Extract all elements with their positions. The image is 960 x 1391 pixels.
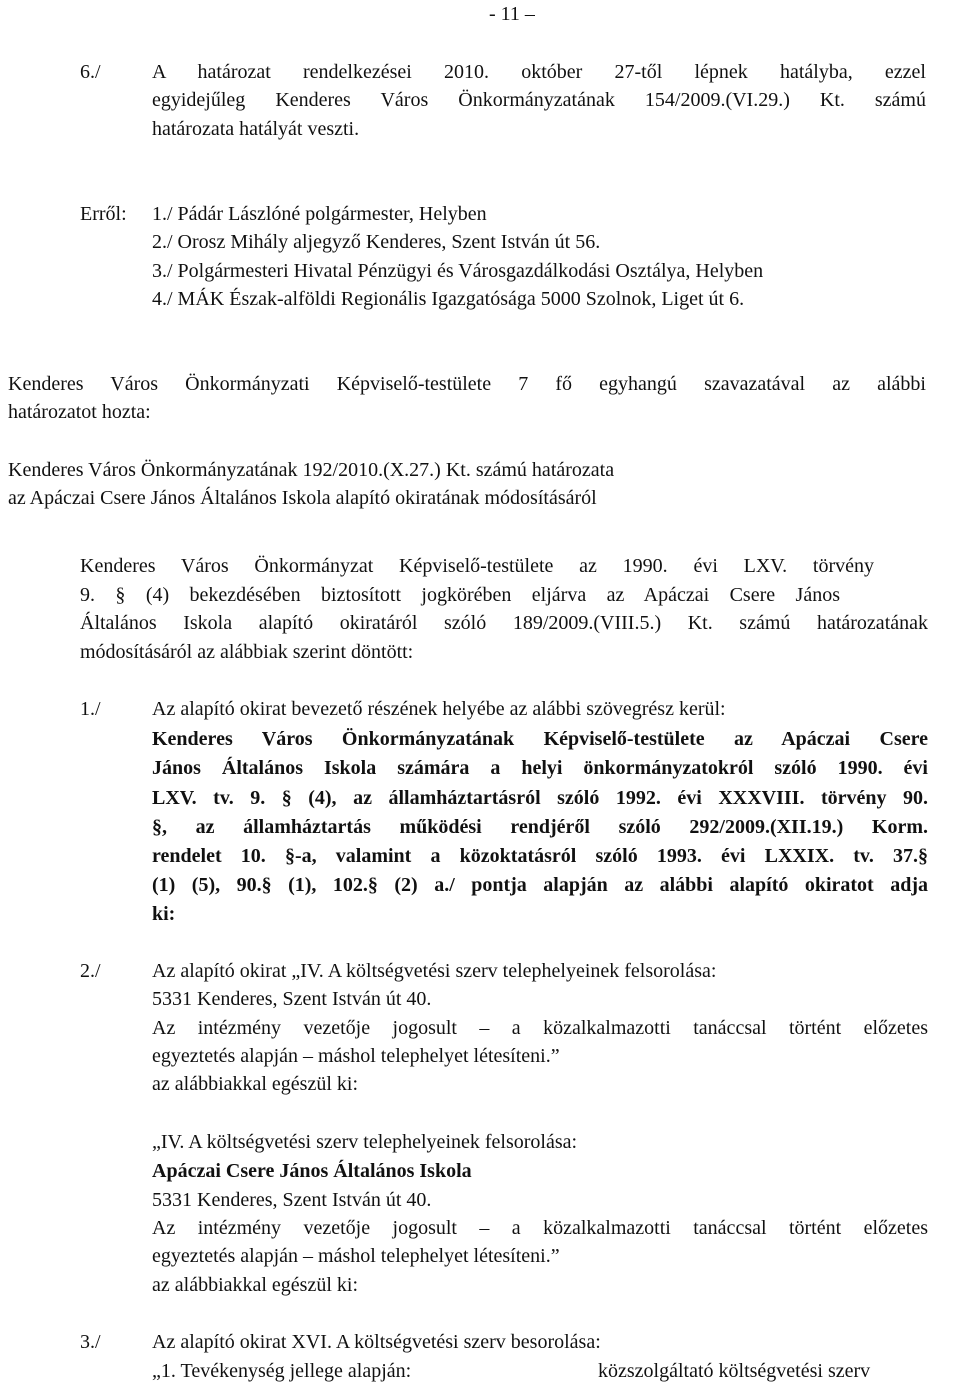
item-1-bold-line: §, az államháztartás működési rendjéről szóló 292/2009.(XII.19.) Korm.: [152, 816, 928, 838]
section-6-line-1: A határozat rendelkezései 2010. október 27-től lépnek hatályba, ezzel: [152, 61, 926, 83]
item-1-intro: Az alapító okirat bevezető részének helyébe az alábbi szövegrész kerül:: [152, 698, 726, 720]
vote-line-2: határozatot hozta:: [8, 401, 151, 423]
resolution-subject: az Apáczai Csere János Általános Iskola alapító okiratának módosításáról: [8, 487, 597, 509]
preamble-line-4: módosításáról az alábbiak szerint döntött:: [80, 641, 414, 663]
distribution-item: 2./ Orosz Mihály aljegyző Kenderes, Szent István út 56.: [152, 231, 601, 253]
item-3-row-value: közszolgáltató költségvetési szerv: [598, 1360, 871, 1382]
section-6-line-2: egyidejűleg Kenderes Város Önkormányzatának 154/2009.(VI.29.) Kt. számú: [152, 89, 926, 111]
item-1-bold-line: Kenderes Város Önkormányzatának Képviselő-testülete az Apáczai Csere: [152, 728, 928, 750]
vote-line-1: Kenderes Város Önkormányzati Képviselő-testülete 7 fő egyhangú szavazatával az alábbi: [8, 373, 926, 395]
item-2-old-line: Az alapító okirat „IV. A költségvetési szerv telephelyeinek felsorolása:: [152, 960, 717, 982]
resolution-title: Kenderes Város Önkormányzatának 192/2010.(X.27.) Kt. számú határozata: [8, 459, 615, 481]
section-6-line-3: határozata hatályát veszti.: [152, 118, 360, 140]
item-3-intro: Az alapító okirat XVI. A költségvetési szerv besorolása:: [152, 1331, 601, 1353]
section-6-number: 6./: [80, 61, 101, 83]
distribution-item: 3./ Polgármesteri Hivatal Pénzügyi és Városgazdálkodási Osztálya, Helyben: [152, 260, 764, 282]
distribution-label: Erről:: [80, 203, 127, 225]
item-1-bold-line: ki:: [152, 903, 176, 925]
item-3-number: 3./: [80, 1331, 101, 1353]
item-3-row-label: „1. Tevékenység jellege alapján:: [152, 1360, 412, 1382]
item-1-bold-line: János Általános Iskola számára a helyi önkormányzatokról szóló 1990. évi: [152, 757, 928, 779]
item-1-bold-line: (1) (5), 90.§ (1), 102.§ (2) a./ pontja alapján az alábbi alapító okiratot adja: [152, 874, 928, 896]
preamble-line-3: Általános Iskola alapító okiratáról szóló 189/2009.(VIII.5.) Kt. számú határozatának: [80, 612, 928, 634]
item-2-new-line: 5331 Kenderes, Szent István út 40.: [152, 1189, 432, 1211]
item-2-old-line: Az intézmény vezetője jogosult – a közalkalmazotti tanáccsal történt előzetes: [152, 1017, 928, 1039]
item-2-new-line: egyeztetés alapján – máshol telephelyet létesíteni.”: [152, 1245, 560, 1267]
item-1-bold-line: rendelet 10. §-a, valamint a közoktatásról szóló 1993. évi LXXIX. tv. 37.§: [152, 845, 928, 867]
item-2-old-line: 5331 Kenderes, Szent István út 40.: [152, 988, 432, 1010]
item-2-new-heading: [152, 1130, 577, 1154]
item-2-old-line: az alábbiakkal egészül ki:: [152, 1073, 359, 1095]
item-2-new-line: Az intézmény vezetője jogosult – a közalkalmazotti tanáccsal történt előzetes: [152, 1217, 928, 1239]
item-2-old-line: egyeztetés alapján – máshol telephelyet létesíteni.”: [152, 1045, 560, 1067]
item-2-number: 2./: [80, 960, 101, 982]
item-2-new-heading-text: „IV. A költségvetési szerv telephelyeinek felsorolása:: [152, 1131, 578, 1153]
item-2-new-line: az alábbiakkal egészül ki:: [152, 1274, 359, 1296]
page-number: - 11 –: [489, 3, 535, 25]
item-1-bold-line: LXV. tv. 9. § (4), az államháztartásról szóló 1992. évi XXXVIII. törvény 90.: [152, 787, 928, 809]
preamble-line-2: 9. § (4) bekezdésében biztosított jogkörében eljárva az Apáczai Csere János: [80, 584, 840, 606]
item-2-new-institution: Apáczai Csere János Általános Iskola: [152, 1160, 472, 1182]
item-1-number: 1./: [80, 698, 101, 720]
preamble-line-1: Kenderes Város Önkormányzat Képviselő-testülete az 1990. évi LXV. törvény: [80, 555, 874, 577]
distribution-item: 4./ MÁK Észak-alföldi Regionális Igazgatósága 5000 Szolnok, Liget út 6.: [152, 288, 745, 310]
distribution-item: 1./ Pádár Lászlóné polgármester, Helyben: [152, 203, 487, 225]
